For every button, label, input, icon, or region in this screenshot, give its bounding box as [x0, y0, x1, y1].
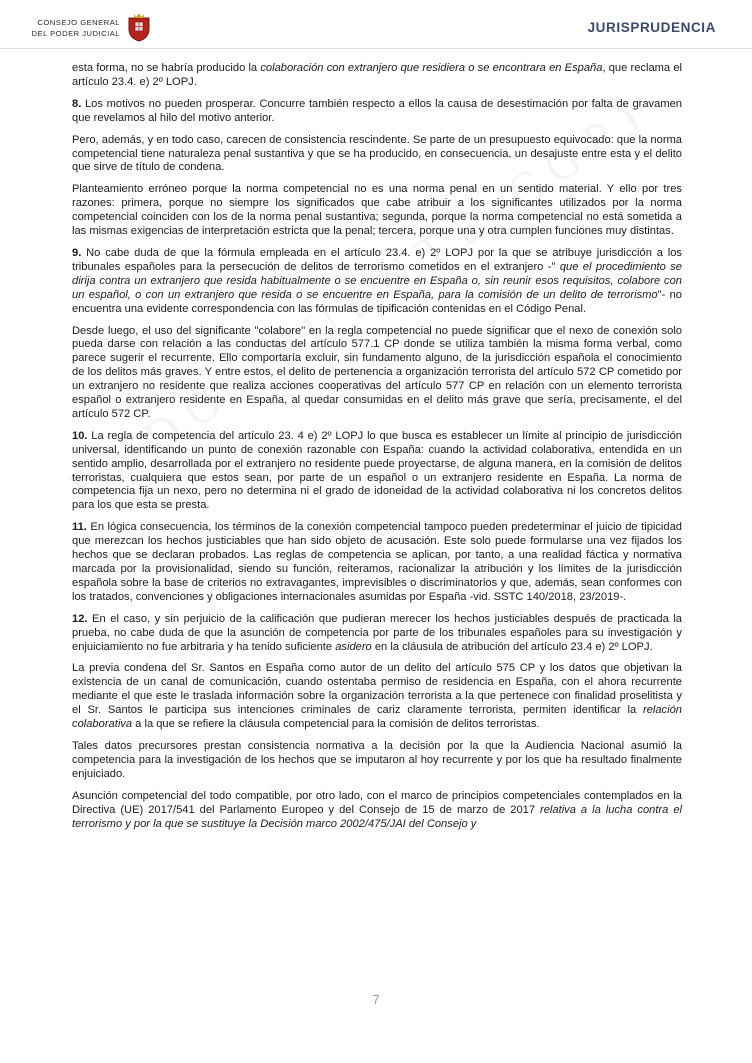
document-body [72, 62, 682, 839]
paragraph-number: 10. [72, 429, 88, 442]
page-number: 7 [372, 992, 380, 1007]
paragraph [72, 613, 682, 655]
org-name-line2: DEL PODER JUDICIAL [31, 29, 120, 38]
italic-text: relación colaborativa [72, 704, 682, 731]
paragraph-text: En lógica consecuencia, los términos de la conexión competencial tampoco pueden predeterminar el juicio de tipicidad que merezcan los hechos justiciables que han sido objeto de acusación. Este solo puede formularse una vez fijados los hechos que se declaran probados. Las reglas de competencia se aplican, por tanto, a una realidad fáctica y normativa marcada por la provisionalidad, siendo su función, reiteramos, racionalizar la atribución y los límites de la jurisdicción española sobre la base de criterios no extravagantes, imprevisibles o discriminatorios y que, además, sean conformes con los tratados, convenciones y obligaciones internacionales asumidas por España -vid. SSTC 140/2018, 23/2019-. [72, 521, 682, 603]
paragraph-text: Desde luego, el uso del significante "colabore" en la regla competencial no puede significar que el nexo de conexión solo pueda darse con relación a las conductas del artículo 577.1 CP donde se utiliza también la misma forma verbal, como parece sugerir el recurrente. Ello comportaría excluir, sin fundamento alguno, de la jurisdicción española el conocimiento de los delitos más graves. Y entre estos, el delito de pertenencia a organización terrorista del artículo 572 CP cometido por un extranjero no residente que realiza acciones cooperativas del artículo 577 CP en relación con un elemento terrorista español o extranjero residente en España, al quedar consumidas en el delito más grave que sería, precisamente, el del artículo 572 CP. [72, 324, 682, 420]
paragraph-text: No cabe duda de que la fórmula empleada en el artículo 23.4. e) 2º LOPJ por la que se atribuye jurisdicción a los tribunales españoles para la persecución de delitos de terrorismo cometidos en el extranjero -" [72, 246, 682, 273]
paragraph [72, 521, 682, 604]
italic-text: asidero [335, 640, 372, 653]
paragraph [72, 134, 682, 176]
page-header [0, 0, 752, 49]
paragraph [72, 62, 682, 90]
paragraph-text: La previa condena del Sr. Santos en España como autor de un delito del artículo 575 CP y los datos que objetivan la existencia de un canal de comunicación, cuando ostentaba permiso de residencia en España, con el ahora recurrente mediante el que este le traslada información sobre la organización terrorista a la que pertenece con finalidad proselitista y el Sr. Santos le participa sus intenciones criminales de cariz claramente terrorista, permiten identificar la [72, 662, 682, 717]
paragraph-text: Tales datos precursores prestan consistencia normativa a la decisión por la que la Audiencia Nacional asumió la competencia para la investigación de los hechos que se imputaron al hoy recurrente y por los que ha resultado finalmente enjuiciado. [72, 739, 682, 780]
paragraph [72, 790, 682, 832]
italic-text: relativa a la lucha contra el terrorismo y por la que se sustituye la Decisión marco 2002/475/JAI del Consejo y [72, 803, 682, 830]
paragraph-text: Pero, además, y en todo caso, carecen de consistencia rescindente. Se parte de un presupuesto equivocado: que la norma competencial tiene naturaleza penal sustantiva y que se ha producido, en consecuencia, un desajuste entre esta y el delito que sirve de título de condena. [72, 133, 682, 174]
italic-text: colaboración con extranjero que residiera o se encontrara en España [260, 62, 603, 74]
paragraph-text: En el caso, y sin perjuicio de la calificación que pudieran merecer los hechos justiciables después de practicada la prueba, no cabe duda de que la asunción de competencia por parte de los tribunales españoles para su investigación y enjuiciamiento no fue arbitraria y ha tenido suficiente [72, 612, 682, 653]
paragraph-number: 9. [72, 246, 82, 259]
section-title: JURISPRUDENCIA [587, 20, 716, 35]
paragraph-text: a la que se refiere la cláusula competencial para la comisión de delitos terroristas. [132, 718, 540, 731]
paragraph-text: Asunción competencial del todo compatible, por otro lado, con el marco de principios competenciales contemplados en la Directiva (UE) 2017/541 del Parlamento Europeo y del Consejo de 15 de marzo de 2017 [72, 789, 682, 816]
paragraph-text: en la cláusula de atribución del artículo 23.4 e) 2º LOPJ. [371, 640, 653, 653]
paragraph-text: , que reclama el artículo 23.4. e) 2º LOPJ. [72, 62, 682, 88]
cgpj-seal-icon [125, 12, 153, 42]
italic-text: que el procedimiento se dirija contra un extranjero que resida habitualmente o se encuentre en España o, sin reunir esos requisitos, colabore con un español, o con un extranjero que resida o se encuentre en España, para la comisión de un delito de terrorismo [72, 260, 682, 301]
paragraph-text: esta forma, no se habría producido la [72, 62, 261, 74]
paragraph-text: "- no encuentra una evidente correspondencia con las fórmulas de tipificación contenidas en el Código Penal. [72, 288, 682, 315]
paragraph [72, 98, 682, 126]
paragraph-number: 8. [72, 97, 82, 110]
paragraph [72, 662, 682, 732]
paragraph [72, 740, 682, 782]
org-name-line1: CONSEJO GENERAL [37, 18, 120, 27]
paragraph [72, 325, 682, 422]
paragraph-text: Los motivos no pueden prosperar. Concurre también respecto a ellos la causa de desestimación por falta de gravamen que revelamos al hilo del motivo anterior. [72, 97, 682, 124]
paragraph-text: La regla de competencia del artículo 23. 4 e) 2º LOPJ lo que busca es establecer un límite al principio de jurisdicción universal, identificando un punto de conexión razonable con España: cuando la actividad colaborativa, entendida en un sentido amplio, desarrollada por el extranjero no residente puede proyectarse, de alguna manera, en la comisión de delitos terroristas, cualquiera que estos sean, por parte de un español o un extranjero residente en España. La norma de competencia fija un nexo, pero no determina ni el grado de idoneidad de la actividad colaborativa ni los concretos delitos para los que esta se presta. [72, 429, 682, 512]
paragraph-text: Planteamiento erróneo porque la norma competencial no es una norma penal en un sentido material. Y ello por tres razones: primera, porque no siempre los significados que cabe atribuir a los significantes utilizados por la norma competencial coinciden con los de la norma penal sustantiva; segunda, porque la norma competencial no está sometida a las mismas exigencias de interpretación estricta que la penal; tercera, porque una y otra cumplen funciones muy distintas. [72, 183, 682, 238]
paragraph-number: 11. [72, 521, 87, 534]
paragraph [72, 183, 682, 239]
paragraph [72, 430, 682, 513]
paragraph [72, 247, 682, 317]
paragraph-number: 12. [72, 612, 88, 625]
